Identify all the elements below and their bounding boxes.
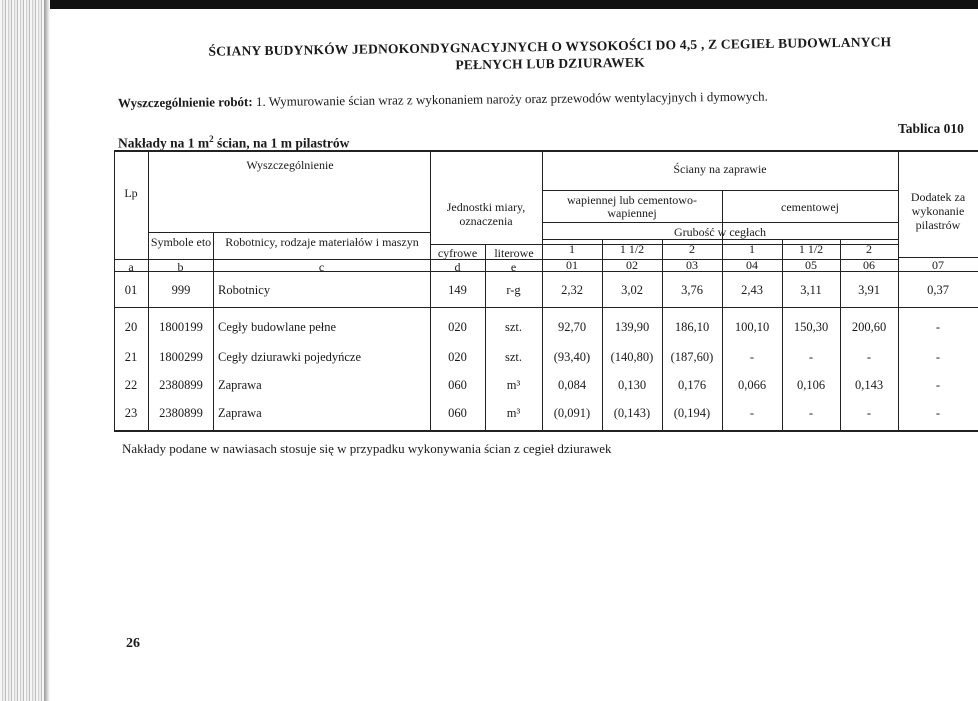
row-unit-letter: szt. [504,320,522,334]
row-value: 0,130 [617,378,647,392]
row-lp: 01 [124,283,138,297]
column-letter: b [177,260,184,274]
row-value: - [749,350,755,364]
column-code: 03 [686,258,698,272]
book-spine-edge [0,0,48,701]
header-workers: Robotnicy, rodzaje materiałów i maszyn [225,235,419,249]
header-cement: cementowej [781,200,839,214]
row-value: (140,80) [610,350,654,364]
row-value: 2,43 [741,283,763,297]
specification-text: 1. Wymurowanie ścian wraz z wykonaniem naroży oraz przewodów wentylacyjnych i dymowych. [255,88,768,109]
row-value: 3,02 [621,283,643,297]
header-units: Jednostki miary, oznaczenia [446,200,526,228]
row-value: 0,084 [557,378,587,392]
header-lp: Lp [124,186,138,200]
thickness-value: 1 [749,242,755,256]
column-letter: e [510,260,517,274]
row-symbol: 999 [171,283,191,297]
row-value: 3,11 [800,283,822,297]
row-value: - [808,350,814,364]
row-value: 150,30 [793,320,829,334]
header-walls: Ściany na zaprawie [673,162,767,176]
row-value: 2,32 [561,283,583,297]
row-unit-digit: 060 [448,406,467,420]
row-value: 0,37 [927,283,949,297]
row-value: (0,194) [673,406,711,420]
row-value: 200,60 [851,320,887,334]
column-code: 04 [746,258,758,272]
line-row-01-bottom [114,307,978,308]
row-value: - [866,406,872,420]
row-value: 100,10 [734,320,770,334]
thickness-value: 1 1/2 [798,242,824,256]
row-unit-letter: m³ [506,406,521,420]
column-letter: c [318,260,325,274]
row-value: (93,40) [553,350,591,364]
row-value: 3,76 [681,283,703,297]
row-value: - [935,406,941,420]
row-unit-digit: 149 [448,283,467,297]
header-thickness: Grubość w cegłach [674,225,766,239]
work-specification [118,89,768,112]
row-value: 186,10 [674,320,710,334]
column-code: 07 [932,258,944,272]
row-value: - [935,378,941,392]
row-lp: 21 [124,350,138,364]
norms-heading [118,134,349,152]
row-value: 0,106 [796,378,826,392]
row-lp: 23 [124,406,138,420]
row-value: 92,70 [557,320,587,334]
specification-label: Wyszczególnienie robót: [117,93,253,111]
header-units-letter: literowe [494,246,534,260]
row-lp: 22 [124,378,138,392]
row-value: 0,176 [677,378,707,392]
table-top-line [114,150,978,152]
line-walls-split [542,190,898,191]
thickness-value: 2 [866,242,872,256]
table-id: Tablica 010 [898,121,964,136]
column-code: 06 [863,258,875,272]
row-value: 0,066 [737,378,767,392]
row-name: Cegły dziurawki pojedyńcze [218,350,362,364]
row-unit-digit: 020 [448,350,467,364]
row-unit-digit: 020 [448,320,467,334]
row-value: 0,143 [854,378,884,392]
norms-suffix: ścian, na 1 m pilastrów [213,135,350,151]
header-extra: Dodatek za wykonanie pilastrów [910,190,966,232]
line-symbol-top [148,232,430,233]
line-thick-values [542,239,898,240]
scan-top-border [0,0,978,9]
row-value: (187,60) [670,350,714,364]
row-value: 139,90 [614,320,650,334]
norms-sup: 2 [209,134,214,144]
row-symbol: 1800199 [159,320,203,334]
row-symbol: 1800299 [159,350,203,364]
thickness-value: 1 [569,242,575,256]
line-thickness-top [542,222,898,223]
norms-prefix: Nakłady na 1 m [118,135,210,151]
row-value: - [749,406,755,420]
column-code: 02 [626,258,638,272]
row-unit-letter: m³ [506,378,521,392]
row-value: - [935,320,941,334]
row-symbol: 2380899 [159,378,203,392]
row-value: - [866,350,872,364]
row-unit-letter: szt. [504,350,522,364]
column-code: 01 [566,258,578,272]
row-unit-letter: r-g [506,283,521,297]
thickness-value: 2 [689,242,695,256]
title-line-1: ŚCIANY BUDYNKÓW JEDNOKONDYGNACYJNYCH O WYSOKOŚCI DO 4,5 , Z CEGIEŁ BUDOWLANYCH [208,34,892,59]
row-lp: 20 [124,320,138,334]
page-number: 26 [126,636,140,651]
header-spec: Wyszczególnienie [246,158,334,172]
row-value: (0,143) [613,406,651,420]
v-lp [148,150,149,431]
row-name: Zaprawa [218,378,262,392]
thickness-value: 1 1/2 [619,242,645,256]
page-title [170,33,930,78]
row-name: Robotnicy [218,283,271,297]
row-value: - [935,350,941,364]
row-value: 3,91 [858,283,880,297]
header-lime: wapiennej lub cementowo-wapiennej [567,193,697,220]
column-letter: d [454,260,461,274]
header-units-digit: cyfrowe [437,246,478,260]
column-letter: a [128,260,134,274]
row-name: Zaprawa [218,406,262,420]
table-bottom-line [114,430,978,432]
footnote: Nakłady podane w nawiasach stosuje się w przypadku wykonywania ścian z cegieł dziurawek [122,441,612,456]
title-line-2: PEŁNYCH LUB DZIURAWEK [455,54,645,73]
row-value: - [808,406,814,420]
row-value: (0,091) [553,406,591,420]
spine-shadow [44,0,50,701]
row-unit-digit: 060 [448,378,467,392]
header-symbol: Symbole eto [150,235,212,249]
row-name: Cegły budowlane pełne [218,320,337,334]
column-code: 05 [805,258,817,272]
row-symbol: 2380899 [159,406,203,420]
